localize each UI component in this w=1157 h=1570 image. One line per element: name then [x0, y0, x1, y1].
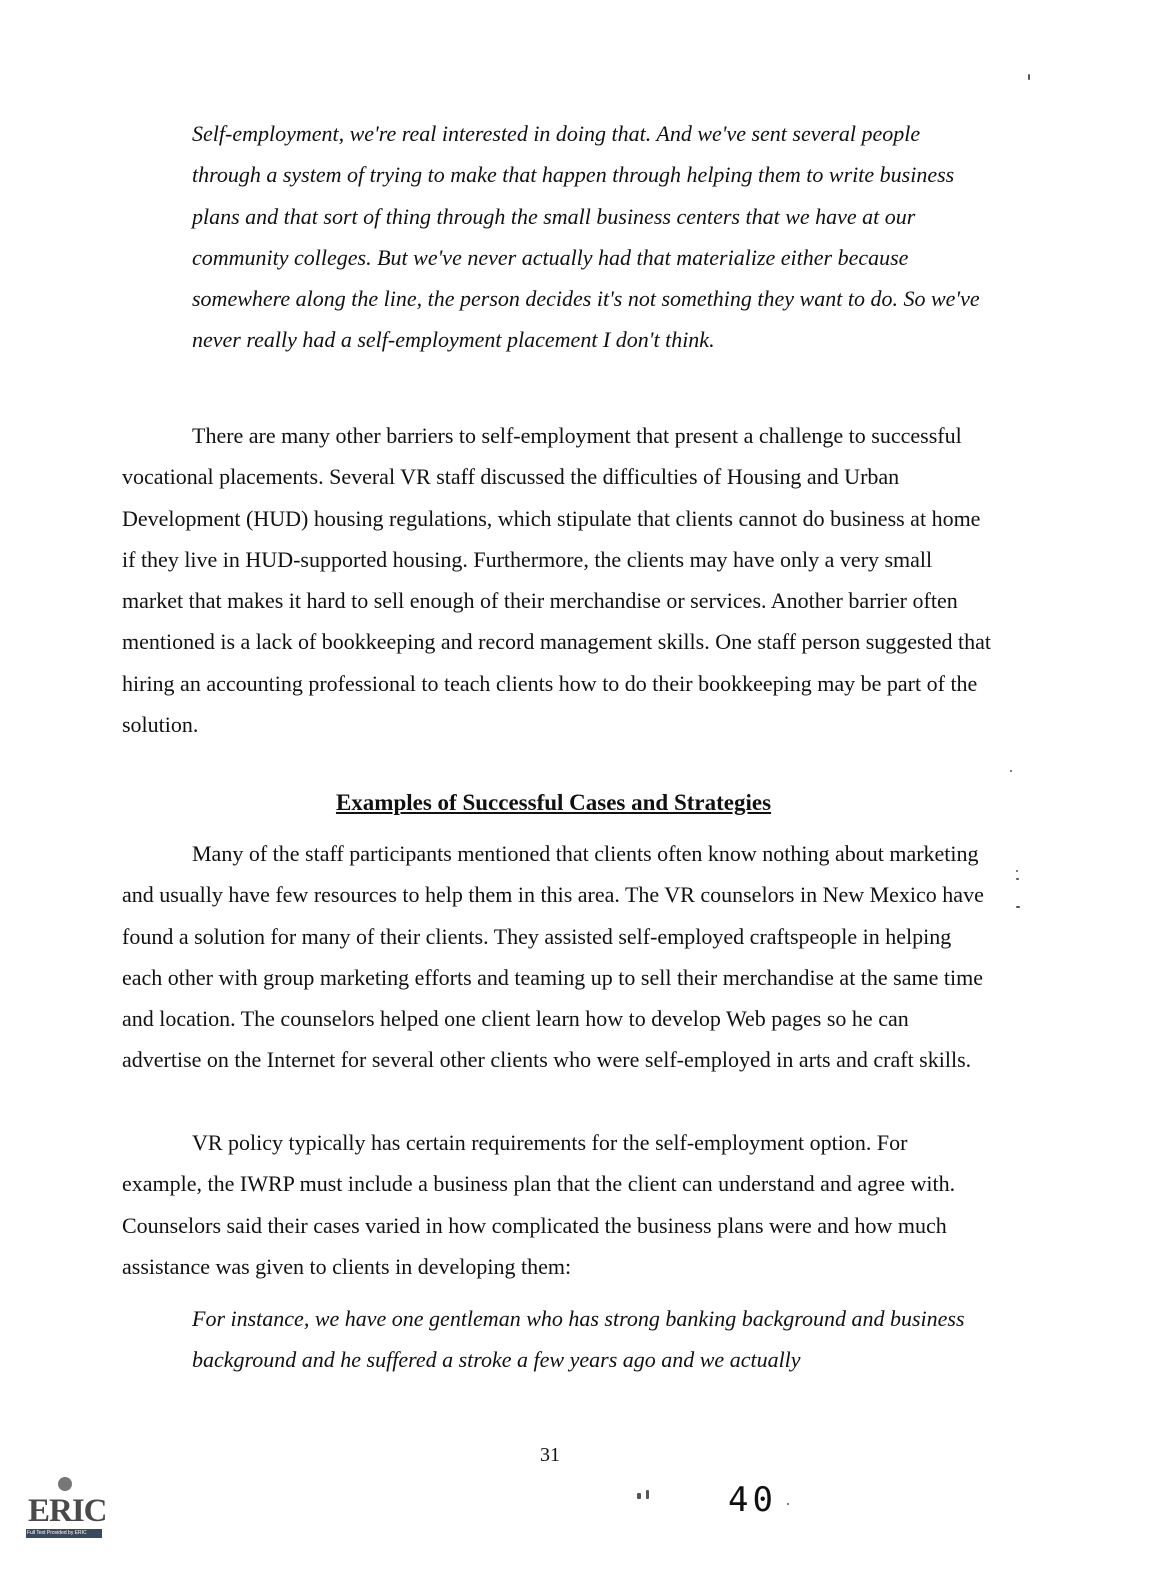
eric-logo-text: ERIC	[28, 1493, 107, 1529]
scan-speck	[1016, 906, 1020, 908]
scan-speck	[646, 1490, 649, 1499]
quote-block-banking: For instance, we have one gentleman who has strong banking background and business background and he suffered a stroke a few years ago and we actually	[192, 1306, 965, 1373]
eric-logo-tagline: Full Text Provided by ERIC	[27, 1530, 87, 1536]
paragraph-vr-policy: VR policy typically has certain requirements for the self-employment option. For example, the IWRP must include a business plan that the client can understand and agree with. Counselors said their cases varied in how complicated the business plans were and how much assistance was given to clients in developing them:	[122, 1130, 956, 1279]
stamp-page-number: 40	[728, 1480, 777, 1520]
eric-logo	[24, 1475, 107, 1539]
eric-logo-mark-icon	[58, 1477, 72, 1491]
scan-speck	[1010, 770, 1012, 772]
paragraph-barriers: There are many other barriers to self-employment that present a challenge to successful vocational placements. Several VR staff discussed the difficulties of Housing and Urban Development (HUD) housing regulations, which stipulate that clients cannot do business at home if they live in HUD-supported housing. Furthermore, the clients may have only a very small market that makes it hard to sell enough of their merchandise or services. Another barrier often mentioned is a lack of bookkeeping and record management skills. One staff person suggested that hiring an accounting professional to teach clients how to do their bookkeeping may be part of the solution.	[122, 423, 991, 738]
scan-speck	[787, 1503, 789, 1505]
section-heading: Examples of Successful Cases and Strategies	[335, 790, 772, 815]
page-number: 31	[540, 1444, 560, 1466]
scan-speck	[637, 1493, 641, 1499]
scan-speck	[1016, 870, 1018, 872]
quote-block-self-employment: Self-employment, we're real interested in doing that. And we've sent several people through a system of trying to make that happen through helping them to write business plans and that sort of thing through the small business centers that we have at our community colleges. But we've never actually had that materialize either because somewhere along the line, the person decides it's not something they want to do. So we've never really had a self-employment placement I don't think.	[192, 121, 980, 353]
paragraph-marketing: Many of the staff participants mentioned that clients often know nothing about marketing and usually have few resources to help them in this area. The VR counselors in New Mexico have found a solution for many of their clients. They assisted self-employed craftspeople in helping each other with group marketing efforts and teaming up to sell their merchandise at the same time and location. The counselors helped one client learn how to develop Web pages so he can advertise on the Internet for several other clients who were self-employed in arts and craft skills.	[122, 841, 984, 1073]
scan-speck	[1016, 878, 1019, 880]
scan-speck	[1028, 74, 1030, 80]
